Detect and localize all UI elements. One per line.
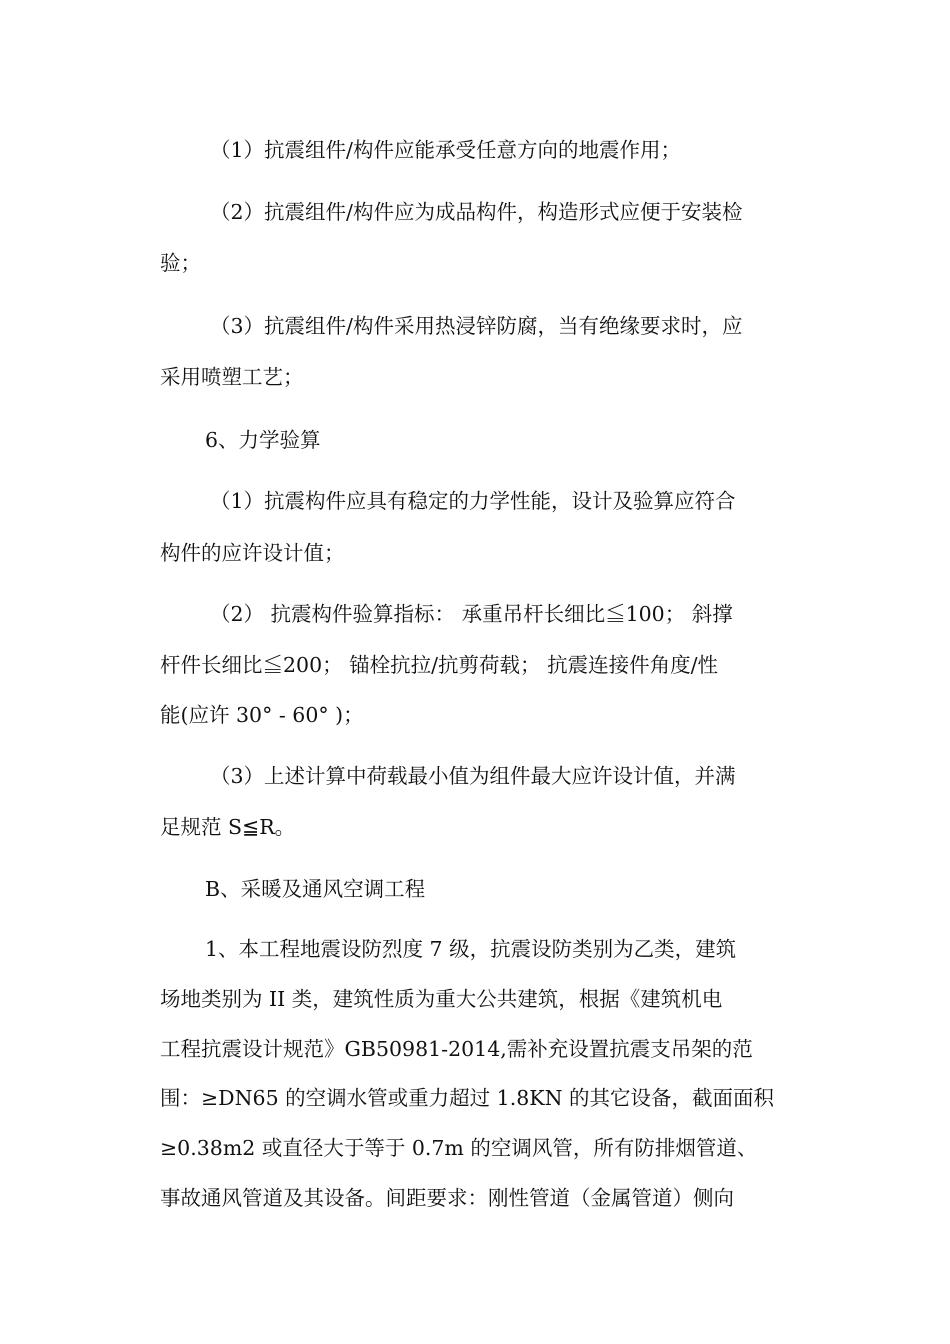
text-line: 工程抗震设计规范》GB50981-2014,需补充设置抗震支吊架的范 xyxy=(160,1037,753,1061)
text-line: 场地类别为 II 类，建筑性质为重大公共建筑，根据《建筑机电 xyxy=(160,987,723,1011)
text-line: （3）上述计算中荷载最小值为组件最大应许设计值，并满 xyxy=(210,764,736,788)
text-line: （2）抗震组件/构件应为成品构件，构造形式应便于安装检 xyxy=(210,200,743,224)
text-line: 足规范 S≦R。 xyxy=(160,815,296,839)
text-line: ≥0.38m2 或直径大于等于 0.7m 的空调风管，所有防排烟管道、 xyxy=(160,1136,758,1160)
text-line: （1）抗震组件/构件应能承受任意方向的地震作用； xyxy=(210,138,681,162)
text-line: 能(应许 30° - 60° )； xyxy=(160,703,364,727)
text-line: （1）抗震构件应具有稳定的力学性能，设计及验算应符合 xyxy=(210,489,736,513)
text-line: 1、本工程地震设防烈度 7 级，抗震设防类别为乙类，建筑 xyxy=(205,937,737,961)
text-line: （3）抗震组件/构件采用热浸锌防腐，当有绝缘要求时，应 xyxy=(210,314,743,338)
text-line: 杆件长细比≦200； 锚栓抗拉/抗剪荷载； 抗震连接件角度/性 xyxy=(160,653,718,677)
section-heading: 6、力学验算 xyxy=(205,428,321,452)
section-heading: B、采暖及通风空调工程 xyxy=(205,877,426,901)
text-line: 构件的应许设计值； xyxy=(160,541,345,565)
text-line: 采用喷塑工艺； xyxy=(160,365,304,389)
text-line: 验； xyxy=(160,251,201,275)
text-line: （2） 抗震构件验算指标： 承重吊杆长细比≦100； 斜撑 xyxy=(210,602,733,626)
text-line: 围：≥DN65 的空调水管或重力超过 1.8KN 的其它设备，截面面积 xyxy=(160,1086,775,1110)
text-line: 事故通风管道及其设备。间距要求：刚性管道（金属管道）侧向 xyxy=(160,1186,734,1210)
